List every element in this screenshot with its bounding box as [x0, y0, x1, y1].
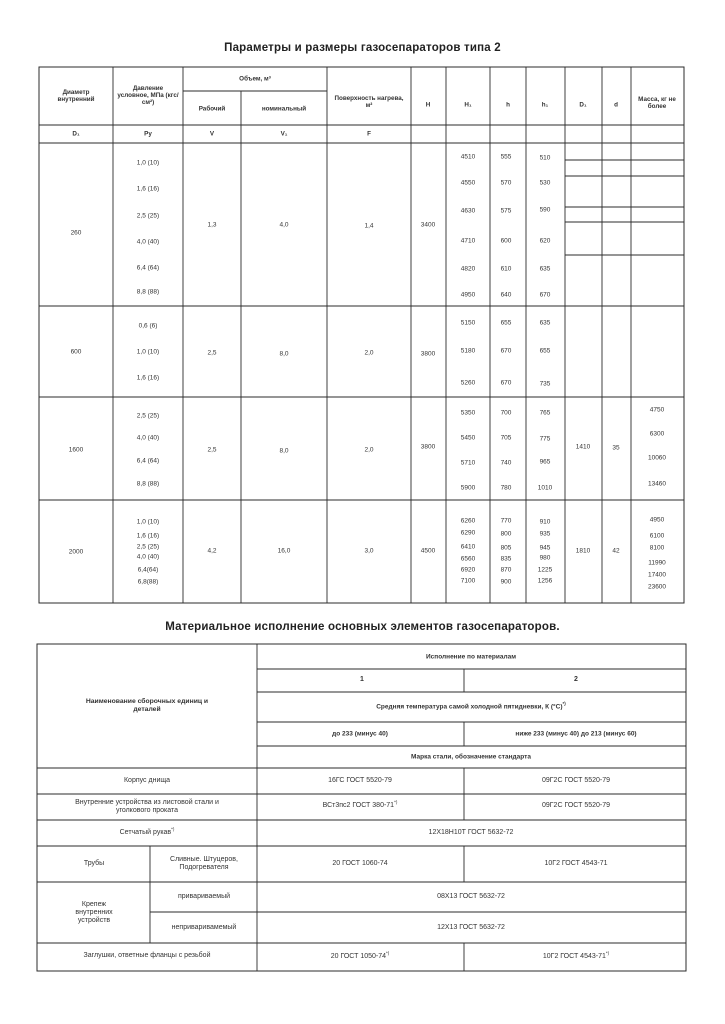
t2-row-internal-m2: 09Г2С ГОСТ 5520-79 [541, 801, 611, 809]
g2-h: 780 [500, 484, 512, 492]
g3-pressure: 1,0 (10) [136, 518, 160, 526]
header-mass: Масса, кг не более [638, 95, 676, 110]
g2-d: 35 [612, 444, 620, 452]
g2-h1: 765 [539, 409, 551, 417]
g0-h1: 510 [539, 154, 551, 162]
symbol-pressure: Py [144, 130, 152, 138]
g1-H1: 5150 [460, 319, 476, 327]
t2-row-fastening-m-sub1: 08Х13 ГОСТ 5632-72 [437, 892, 505, 900]
g2-h: 740 [500, 459, 512, 467]
g3-pressure: 6,4(64) [137, 566, 159, 574]
t2-row-bottom-body-m1: 16ГС ГОСТ 5520-79 [328, 776, 392, 784]
g3-mass: 17400 [647, 571, 667, 579]
g3-H: 4500 [420, 547, 436, 555]
g3-h1: 945 [539, 544, 551, 552]
g0-pressure: 2,5 (25) [136, 212, 160, 220]
g3-H1: 7100 [460, 577, 476, 585]
g0-h: 575 [500, 207, 512, 215]
header-h: h [506, 101, 510, 109]
symbol-volume-working: V [209, 130, 215, 138]
t2-row-mesh-name: Сетчатый рукав*) [119, 826, 175, 836]
t2-row-mesh-m: 12Х18Н10Т ГОСТ 5632-72 [428, 828, 514, 836]
g1-h: 655 [500, 319, 512, 327]
header-volume-nominal: номинальный [261, 105, 307, 113]
g0-diameter: 260 [70, 229, 82, 237]
g1-h: 670 [500, 379, 512, 387]
t2-row-bottom-body-name: Корпус днища [123, 776, 171, 784]
g0-volume-working: 1,3 [207, 221, 217, 229]
g3-H1: 6260 [460, 517, 476, 525]
g3-h: 870 [500, 566, 512, 574]
t2-row-pipes-sub: Сливные. Штуцеров, Подогревателя [170, 855, 238, 871]
g2-volume-nominal: 8,0 [279, 447, 289, 455]
t2-row-internal-m1: ВСт3пс2 ГОСТ 380-71*) [322, 799, 398, 809]
t2-row-fastening-sub1: привариваемый [177, 892, 231, 900]
g1-h1: 655 [539, 347, 551, 355]
header-surface: Поверхность нагрева, м² [334, 94, 404, 109]
g3-mass: 6100 [649, 532, 665, 540]
g1-h1: 735 [539, 380, 551, 388]
g3-volume-nominal: 16,0 [277, 547, 291, 555]
t2-row-fastening-sub2: неприваривамемый [171, 923, 237, 931]
g3-surface: 3,0 [364, 547, 374, 555]
t2-row-bottom-body-m2: 09Г2С ГОСТ 5520-79 [541, 776, 611, 784]
g2-H1: 5710 [460, 459, 476, 467]
symbol-diameter: D₁ [72, 130, 80, 138]
t2-row-fastening-m-sub2: 12Х13 ГОСТ 5632-72 [437, 923, 505, 931]
g0-pressure: 6,4 (64) [136, 264, 160, 272]
g0-H1: 4710 [460, 237, 476, 245]
g2-D1: 1410 [575, 443, 591, 451]
g0-h1: 530 [539, 179, 551, 187]
header-H: H [425, 101, 431, 109]
header-volume: Объем, м³ [239, 75, 271, 83]
g3-h1: 910 [539, 518, 551, 526]
g1-H: 3800 [420, 350, 436, 358]
t2-exec2: 2 [574, 675, 578, 683]
t2-row-plugs-m2: 10Г2 ГОСТ 4543-71*) [542, 950, 610, 960]
g0-H: 3400 [420, 221, 436, 229]
g0-h: 555 [500, 153, 512, 161]
g1-diameter: 600 [70, 348, 82, 356]
header-h1: h₁ [541, 101, 549, 109]
g3-H1: 6290 [460, 529, 476, 537]
g0-h1: 590 [539, 206, 551, 214]
t2-row-internal-name: Внутренние устройства из листовой стали и уголкового проката [75, 798, 219, 814]
g0-h: 570 [500, 179, 512, 187]
g2-h1: 775 [539, 435, 551, 443]
g2-pressure: 6,4 (64) [136, 457, 160, 465]
g0-h: 640 [500, 291, 512, 299]
g2-h1: 965 [539, 458, 551, 466]
header-diameter: Диаметр внутренний [57, 88, 95, 103]
g2-mass: 4750 [649, 406, 665, 414]
g3-mass: 8100 [649, 544, 665, 552]
g0-surface: 1,4 [364, 222, 374, 230]
g3-pressure: 2,5 (25) [136, 543, 160, 551]
g1-pressure: 0,6 (6) [138, 322, 158, 330]
t2-temp2: ниже 233 (минус 40) до 213 (минус 60) [515, 730, 637, 738]
g3-H1: 6920 [460, 566, 476, 574]
g0-pressure: 4,0 (40) [136, 238, 160, 246]
t2-execution-header: Исполнение по материалам [425, 653, 517, 661]
g3-volume-working: 4,2 [207, 547, 217, 555]
t2-row-fastening-name: Крепеж внутренних устройств [75, 900, 113, 925]
g3-diameter: 2000 [68, 548, 84, 556]
g2-surface: 2,0 [364, 446, 374, 454]
g2-H1: 5350 [460, 409, 476, 417]
g3-h: 805 [500, 544, 512, 552]
g3-h1: 980 [539, 554, 551, 562]
g0-h1: 670 [539, 291, 551, 299]
g0-H1: 4820 [460, 265, 476, 273]
t2-row-pipes-name: Трубы [83, 859, 105, 867]
g3-h: 770 [500, 517, 512, 525]
header-volume-working: Рабочий [198, 105, 226, 113]
g3-h1: 935 [539, 530, 551, 538]
g0-h: 610 [500, 265, 512, 273]
symbol-surface: F [367, 130, 371, 138]
g3-pressure: 4,0 (40) [136, 553, 160, 561]
g3-h: 800 [500, 530, 512, 538]
g1-volume-nominal: 8,0 [279, 350, 289, 358]
g3-h1: 1225 [537, 566, 553, 574]
t2-temperature-header: Средняя температура самой холодной пятидневки, К (°С)*) [376, 701, 566, 711]
g2-H1: 5450 [460, 434, 476, 442]
table1-title: Параметры и размеры газосепараторов типа 2 [224, 42, 501, 54]
t2-name-header: Наименование сборочных единиц и деталей [85, 698, 209, 713]
g3-H1: 6410 [460, 543, 476, 551]
g0-pressure: 1,6 (16) [136, 185, 160, 193]
g2-mass: 13460 [647, 480, 667, 488]
g3-mass: 4950 [649, 516, 665, 524]
g3-mass: 11990 [648, 559, 666, 567]
g0-pressure: 8,8 (88) [136, 288, 160, 296]
g3-d: 42 [612, 547, 620, 555]
g2-diameter: 1600 [68, 446, 84, 454]
g0-H1: 4550 [460, 179, 476, 187]
table2-title: Материальное исполнение основных элементов газосепараторов. [165, 621, 560, 633]
g0-h1: 620 [539, 237, 551, 245]
header-d: d [614, 101, 618, 109]
header-pressure: Давление условное, МПа (кгс/см²) [117, 85, 179, 107]
g2-mass: 6300 [649, 430, 665, 438]
g0-H1: 4950 [460, 291, 476, 299]
g0-H1: 4510 [460, 153, 476, 161]
g1-H1: 5260 [460, 379, 476, 387]
g3-h: 835 [500, 555, 512, 563]
g0-volume-nominal: 4,0 [279, 221, 289, 229]
g2-h1: 1010 [537, 484, 553, 492]
g1-pressure: 1,0 (10) [136, 348, 160, 356]
t2-row-plugs-name: Заглушки, ответные фланцы с резьбой [83, 951, 211, 959]
g3-pressure: 6,8(88) [137, 578, 159, 586]
symbol-volume-nominal: V₁ [280, 130, 288, 138]
header-D1: D₁ [579, 101, 587, 109]
t2-steel-header: Марка стали, обозначение стандарта [411, 753, 531, 761]
g2-H: 3800 [420, 443, 436, 451]
g3-D1: 1810 [575, 547, 591, 555]
g0-H1: 4630 [460, 207, 476, 215]
g3-pressure: 1,6 (16) [136, 532, 160, 540]
g3-h: 900 [500, 578, 512, 586]
g2-pressure: 2,5 (25) [136, 412, 160, 420]
g1-surface: 2,0 [364, 349, 374, 357]
t2-row-pipes-m2: 10Г2 ГОСТ 4543-71 [544, 859, 608, 867]
g1-h: 670 [500, 347, 512, 355]
g0-h1: 635 [539, 265, 551, 273]
g0-h: 600 [500, 237, 512, 245]
g3-H1: 6560 [460, 555, 476, 563]
g3-h1: 1256 [537, 577, 553, 585]
g1-pressure: 1,6 (16) [136, 374, 160, 382]
g2-volume-working: 2,5 [207, 446, 217, 454]
g1-H1: 5180 [460, 347, 476, 355]
t2-temp1: до 233 (минус 40) [332, 730, 388, 738]
g3-mass: 23600 [647, 583, 667, 591]
g1-volume-working: 2,5 [207, 349, 217, 357]
t2-row-pipes-m1: 20 ГОСТ 1060-74 [332, 859, 388, 867]
t2-exec1: 1 [360, 675, 364, 683]
g2-H1: 5900 [460, 484, 476, 492]
g0-pressure: 1,0 (10) [136, 159, 160, 167]
g2-h: 700 [500, 409, 512, 417]
g2-mass: 10060 [647, 454, 667, 462]
t2-row-plugs-m1: 20 ГОСТ 1050-74*) [330, 950, 390, 960]
header-H1: H₁ [464, 101, 472, 109]
g2-pressure: 8,8 (88) [136, 480, 160, 488]
g1-h1: 635 [539, 319, 551, 327]
g2-pressure: 4,0 (40) [136, 434, 160, 442]
g2-h: 705 [500, 434, 512, 442]
